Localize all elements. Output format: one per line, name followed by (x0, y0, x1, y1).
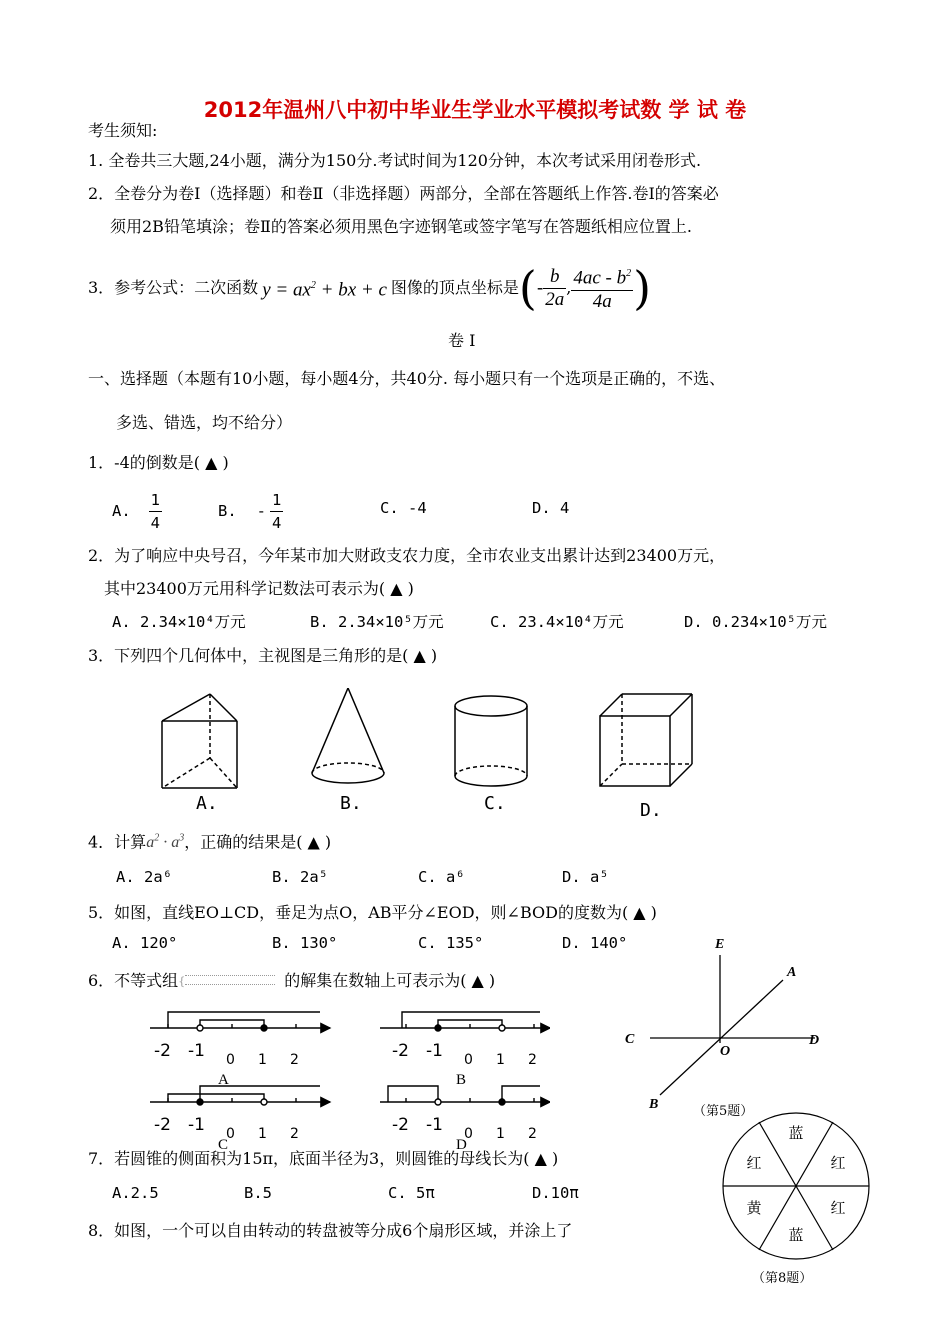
vertex-x-fraction: $\frac{b}{2a}$ (545, 265, 565, 310)
point-c: C (625, 1032, 635, 1047)
q7-option-c: C. 5π (388, 1184, 435, 1202)
q6-stem-suffix: 的解集在数轴上可表示为( ▲ ) (284, 971, 496, 990)
q4-option-a: A. 2a⁶ (116, 868, 172, 886)
q2-stem-1: 2．为了响应中央号召，今年某市加大财政支农力度，全市农业支出累计达到23400万元， (88, 546, 726, 565)
nl-d-tick-m1: -1 (426, 1115, 443, 1135)
vertex-y-fraction: $\frac{4ac - b^2}{4a}$ (571, 263, 633, 312)
q5-stem: 5．如图，直线EO⊥CD，垂足为点O，AB平分∠EOD，则∠BOD的度数为( ▲ ) (88, 903, 657, 922)
notice-item-1: 1. 全卷共三大题,24小题，满分为150分.考试时间为120分钟，本次考试采用闭卷形式. (88, 151, 702, 170)
q4-option-c: C. a⁶ (418, 868, 465, 886)
q5-option-d: D. 140° (562, 934, 628, 952)
point-b: B (649, 1097, 659, 1112)
notice-item-3: 3．参考公式：二次函数 $y = ax^2$ + bx + c 图像的顶点坐标是 ( - $\frac{b}{2a}$ , $\frac{4ac - b^2}{4a}$ ) (88, 261, 652, 315)
page-title: 2012年温州八中初中毕业生学业水平模拟考试数 学 试 卷 (203, 98, 747, 122)
nl-d-tick-m2: -2 (392, 1115, 409, 1135)
sector-red-upper-right: 红 (830, 1154, 846, 1172)
sector-blue-top: 蓝 (788, 1124, 804, 1142)
notice-item-2b: 须用2B铅笔填涂；卷Ⅱ的答案必须用黑色字迹钢笔或签字笔写在答题纸相应位置上. (110, 217, 692, 236)
nl-d-tick-2: 2 (528, 1126, 537, 1142)
q3-solids-figure (150, 688, 710, 798)
nl-a-tick-m2: -2 (154, 1041, 171, 1061)
notice-item-3-mid: 图像的顶点坐标是 (390, 278, 519, 297)
nl-b-tick-0: 0 (464, 1052, 473, 1068)
q5-figure (615, 935, 845, 1120)
q4-option-b: B. 2a⁵ (272, 868, 328, 886)
q2-option-c: C. 23.4×10⁴万元 (490, 613, 624, 631)
nl-a-tick-2: 2 (290, 1052, 299, 1068)
sector-red-upper-left: 红 (746, 1154, 762, 1172)
nl-a-tick-0: 0 (226, 1052, 235, 1068)
nl-c-tick-m2: -2 (154, 1115, 171, 1135)
q4-stem-prefix: 4．计算 (88, 832, 147, 852)
nl-c-tick-m1: -1 (188, 1115, 205, 1135)
nl-b-tick-1: 1 (496, 1052, 505, 1068)
nl-c-tick-0: 0 (226, 1126, 235, 1142)
left-paren: ( (518, 261, 537, 315)
q5-option-a: A. 120° (112, 934, 178, 952)
nl-d-tick-1: 1 (496, 1126, 505, 1142)
nl-label-c: C (218, 1137, 229, 1150)
q4-stem-suffix: ，正确的结果是( ▲ ) (184, 832, 332, 852)
triangular-prism (162, 694, 237, 788)
q6-number-lines (140, 1000, 550, 1150)
nl-b-tick-m2: -2 (392, 1041, 409, 1061)
q4-option-d: D. a⁵ (562, 868, 609, 886)
q3-label-a: A. (196, 793, 218, 814)
notice-heading: 考生须知: (88, 121, 158, 140)
notice-item-3-prefix: 3．参考公式：二次函数 (88, 278, 259, 297)
nl-label-b: B (456, 1072, 467, 1088)
q6-stem (88, 970, 495, 993)
nl-c-tick-1: 1 (258, 1126, 267, 1142)
point-d: D (809, 1033, 820, 1048)
q1-a-label: A. (112, 502, 131, 520)
nl-a-tick-m1: -1 (188, 1041, 205, 1061)
part1-line1: 一、选择题（本题有10小题，每小题4分，共40分. 每小题只有一个选项是正确的，不选、 (88, 369, 726, 388)
cylinder (455, 696, 527, 786)
q7-option-d: D.10π (532, 1184, 579, 1202)
q1-b-minus: - (256, 502, 267, 520)
q2-option-b: B. 2.34×10⁵万元 (310, 613, 444, 631)
q5-caption: （第5题） (693, 1104, 754, 1119)
q2-option-d: D. 0.234×10⁵万元 (684, 613, 827, 631)
q1-b-label: B. (218, 502, 237, 520)
q7-stem: 7．若圆锥的侧面积为15π，底面半径为3，则圆锥的母线长为( ▲ ) (88, 1149, 559, 1168)
quadratic-formula: $y = ax^2$ + bx + c (262, 279, 387, 301)
cone (312, 688, 384, 783)
nl-d-tick-0: 0 (464, 1126, 473, 1142)
point-o: O (720, 1044, 731, 1059)
point-a: A (787, 965, 797, 980)
q1-option-c: C. -4 (380, 499, 427, 517)
nl-label-d: D (456, 1137, 467, 1150)
q5-option-b: B. 130° (272, 934, 338, 952)
nl-c-tick-2: 2 (290, 1126, 299, 1142)
nl-b-tick-m1: -1 (426, 1041, 443, 1061)
q4-expression: $a^2 \cdot a^3$ (146, 833, 185, 852)
q1-option-b (218, 488, 283, 534)
part1-line2: 多选、错选，均不给分） (116, 413, 293, 432)
q7-option-a: A.2.5 (112, 1184, 159, 1202)
cube (600, 694, 692, 786)
nl-a-tick-1: 1 (258, 1052, 267, 1068)
q1-b-fraction: $\frac{1}{4}$ (272, 490, 282, 532)
q5-option-c: C. 135° (418, 934, 484, 952)
right-paren: ) (633, 261, 652, 315)
q3-label-b: B. (340, 793, 362, 814)
q7-option-b: B.5 (244, 1184, 272, 1202)
q3-label-d: D. (640, 800, 662, 821)
q8-spinner-figure (720, 1110, 872, 1262)
sector-yellow: 黄 (746, 1199, 762, 1217)
q8-caption: （第8题） (752, 1271, 813, 1286)
q1-a-fraction: $\frac{1}{4}$ (150, 490, 161, 532)
q3-label-c: C. (484, 793, 506, 814)
q1-option-a (112, 488, 162, 534)
q2-stem-2: 其中23400万元用科学记数法可表示为( ▲ ) (104, 579, 414, 598)
q4-stem (88, 828, 331, 854)
sector-blue-bottom: 蓝 (788, 1226, 804, 1244)
q3-stem: 3．下列四个几何体中，主视图是三角形的是( ▲ ) (88, 646, 438, 665)
sector-red-lower-right: 红 (830, 1199, 846, 1217)
q6-stem-prefix: 6．不等式组 (88, 971, 179, 990)
nl-b-tick-2: 2 (528, 1052, 537, 1068)
q2-option-a: A. 2.34×10⁴万元 (112, 613, 246, 631)
q1-option-d: D. 4 (532, 499, 570, 517)
notice-item-2a: 2．全卷分为卷Ⅰ（选择题）和卷Ⅱ（非选择题）两部分，全部在答题纸上作答.卷Ⅰ的答案必 (88, 184, 719, 203)
q6-system-placeholder: { (178, 971, 284, 993)
q8-stem: 8．如图，一个可以自由转动的转盘被等分成6个扇形区域，并涂上了 (88, 1221, 573, 1240)
point-e: E (715, 937, 725, 952)
nl-label-a: A (218, 1072, 229, 1088)
section-title: 卷 Ⅰ (448, 331, 476, 350)
q1-stem: 1．-4的倒数是( ▲ ) (88, 453, 229, 472)
